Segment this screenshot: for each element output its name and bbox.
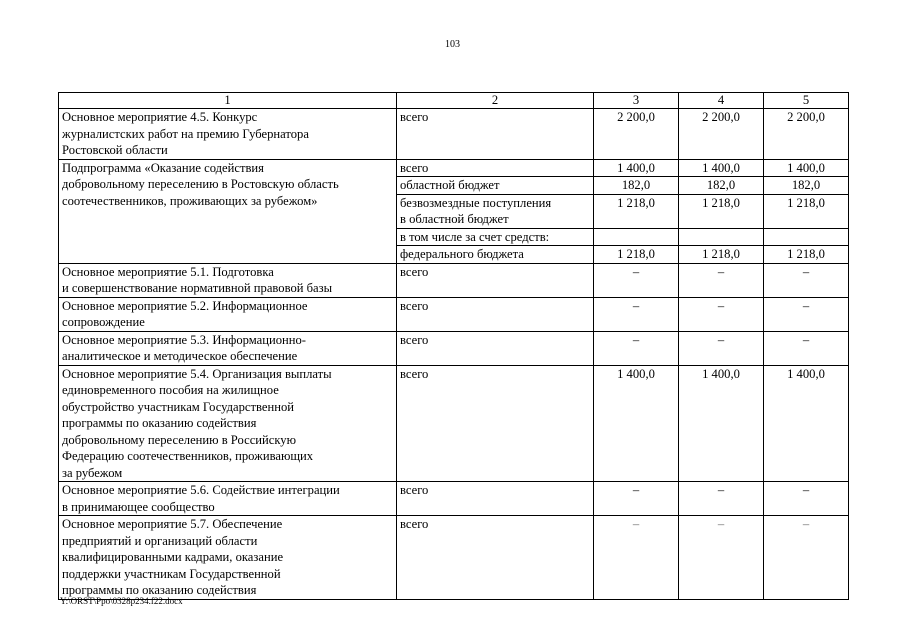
table-row xyxy=(59,297,849,331)
row-value-col3: 2 200,0 xyxy=(594,109,679,160)
row-value-col3: – xyxy=(594,516,679,600)
table-row xyxy=(59,109,849,160)
header-col-4: 4 xyxy=(679,93,764,109)
row-name: Основное мероприятие 5.2. Информационное сопровождение xyxy=(59,297,397,331)
header-col-1: 1 xyxy=(59,93,397,109)
row-funding-type: безвозмездные поступления в областной бюджет xyxy=(397,194,594,228)
row-value-col5: 1 400,0 xyxy=(764,365,849,482)
row-name: Основное мероприятие 5.6. Содействие интеграции в принимающее сообщество xyxy=(59,482,397,516)
row-name: Основное мероприятие 5.1. Подготовка и совершенствование нормативной правовой базы xyxy=(59,263,397,297)
row-value-col3: 1 400,0 xyxy=(594,365,679,482)
row-value-col4: – xyxy=(679,263,764,297)
row-funding-type: всего xyxy=(397,263,594,297)
row-funding-type: в том числе за счет средств: xyxy=(397,228,594,246)
table-row xyxy=(59,263,849,297)
row-value-col4: 1 400,0 xyxy=(679,159,764,177)
row-value-col5: 1 400,0 xyxy=(764,159,849,177)
row-name: Основное мероприятие 5.4. Организация выплаты единовременного пособия на жилищное обустройство участникам Государственной программы по оказанию содействия добровольному переселению в Российскую Федерацию соотечественников, проживающих за рубежом xyxy=(59,365,397,482)
row-value-col4: 1 218,0 xyxy=(679,194,764,228)
row-value-col3: – xyxy=(594,331,679,365)
row-value-col4: 1 400,0 xyxy=(679,365,764,482)
row-value-col4: – xyxy=(679,482,764,516)
row-value-col5: – xyxy=(764,297,849,331)
header-col-5: 5 xyxy=(764,93,849,109)
table-row xyxy=(59,516,849,600)
row-funding-type: всего xyxy=(397,297,594,331)
row-funding-type: всего xyxy=(397,516,594,600)
row-name: Основное мероприятие 4.5. Конкурс журналистских работ на премию Губернатора Ростовской области xyxy=(59,109,397,160)
row-value-col4: – xyxy=(679,516,764,600)
row-value-col4 xyxy=(679,228,764,246)
row-name: Основное мероприятие 5.7. Обеспечение предприятий и организаций области квалифицированными кадрами, оказание поддержки участникам Государственной программы по оказанию содействия xyxy=(59,516,397,600)
row-value-col5: 1 218,0 xyxy=(764,246,849,264)
row-value-col4: 182,0 xyxy=(679,177,764,195)
row-value-col4: 1 218,0 xyxy=(679,246,764,264)
row-name: Основное мероприятие 5.3. Информационно- аналитическое и методическое обеспечение xyxy=(59,331,397,365)
header-col-3: 3 xyxy=(594,93,679,109)
row-funding-type: областной бюджет xyxy=(397,177,594,195)
row-value-col4: 2 200,0 xyxy=(679,109,764,160)
row-value-col3: 1 400,0 xyxy=(594,159,679,177)
row-value-col5: – xyxy=(764,516,849,600)
row-value-col5 xyxy=(764,228,849,246)
row-value-col5: 1 218,0 xyxy=(764,194,849,228)
row-funding-type: всего xyxy=(397,482,594,516)
row-value-col3: – xyxy=(594,482,679,516)
row-value-col3: – xyxy=(594,263,679,297)
page-number: 103 xyxy=(445,39,460,50)
row-value-col4: – xyxy=(679,297,764,331)
table-row xyxy=(59,365,849,482)
row-value-col5: – xyxy=(764,331,849,365)
row-value-col5: – xyxy=(764,263,849,297)
table-row xyxy=(59,482,849,516)
row-funding-type: всего xyxy=(397,109,594,160)
table-row xyxy=(59,159,849,177)
row-value-col3: 1 218,0 xyxy=(594,246,679,264)
row-value-col5: 182,0 xyxy=(764,177,849,195)
row-value-col3 xyxy=(594,228,679,246)
footer-file-path: Y:\ORST\Ppo\0328p234.f22.docx xyxy=(60,596,183,606)
table-header-row xyxy=(59,93,849,109)
subprogram-name: Подпрограмма «Оказание содействия добровольному переселению в Ростовскую область соотечественников, проживающих за рубежом» xyxy=(59,159,397,263)
row-funding-type: всего xyxy=(397,365,594,482)
row-value-col3: – xyxy=(594,297,679,331)
row-funding-type: всего xyxy=(397,331,594,365)
table-row xyxy=(59,331,849,365)
budget-table xyxy=(58,92,849,600)
row-funding-type: всего xyxy=(397,159,594,177)
row-funding-type: федерального бюджета xyxy=(397,246,594,264)
header-col-2: 2 xyxy=(397,93,594,109)
row-value-col5: – xyxy=(764,482,849,516)
row-value-col3: 182,0 xyxy=(594,177,679,195)
row-value-col4: – xyxy=(679,331,764,365)
row-value-col5: 2 200,0 xyxy=(764,109,849,160)
row-value-col3: 1 218,0 xyxy=(594,194,679,228)
